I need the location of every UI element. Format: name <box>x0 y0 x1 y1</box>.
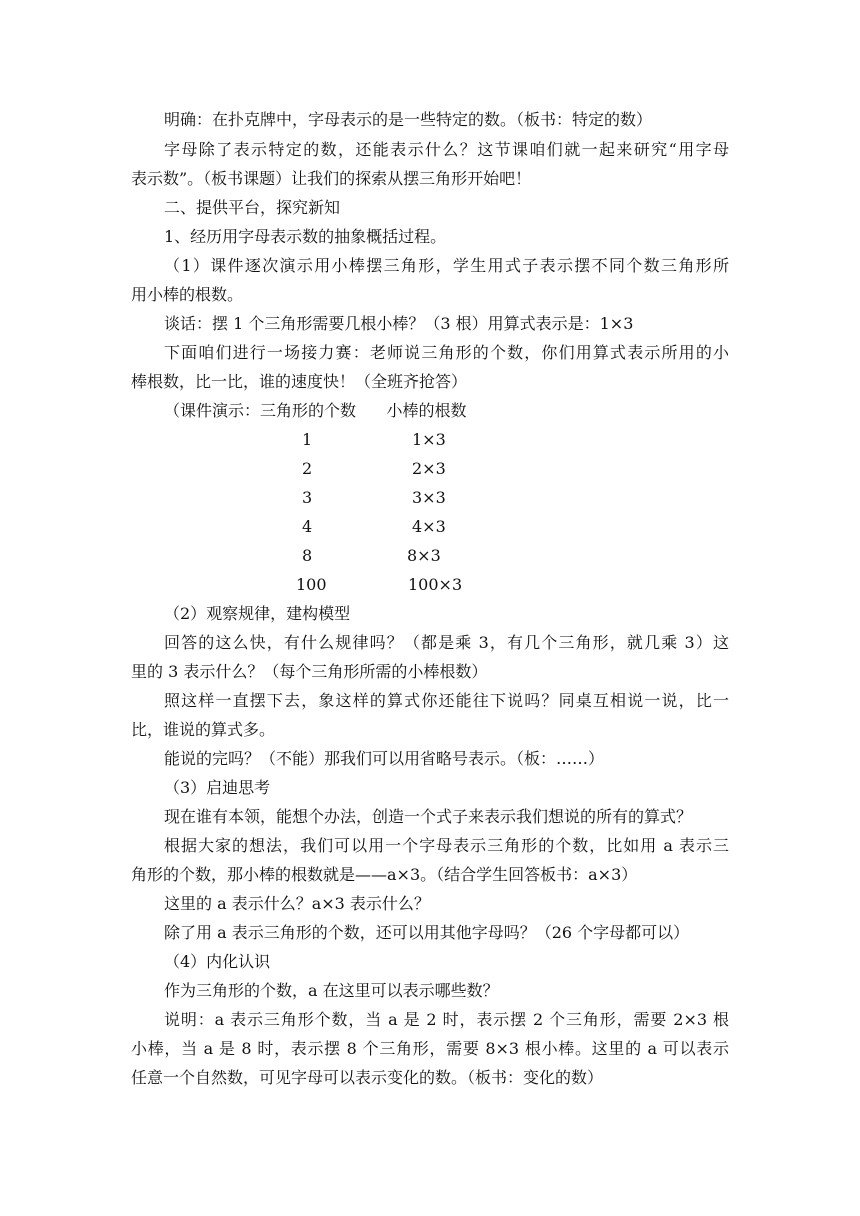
paragraph-text: 明确：在扑克牌中，字母表示的是一些特定的数。（板书：特定的数） <box>164 110 653 129</box>
subsection-heading: （4）内化认识 <box>164 952 271 971</box>
paragraph-text: 用小棒的根数。 <box>131 285 244 304</box>
table-cell-count: 1 <box>302 430 313 449</box>
paragraph-text: 说明：a 表示三角形个数，当 a 是 2 时，表示摆 2 个三角形，需要 2×3 根 <box>164 1010 729 1029</box>
paragraph-text: 作为三角形的个数，a 在这里可以表示哪些数？ <box>164 981 499 1000</box>
subsection-heading: 1、经历用字母表示数的抽象概括过程。 <box>164 227 447 246</box>
paragraph-text: 除了用 a 表示三角形的个数，还可以用其他字母吗？（26 个字母都可以） <box>164 923 690 942</box>
table-cell-sticks: 3×3 <box>412 488 446 507</box>
paragraph-text: 照这样一直摆下去，象这样的算式你还能往下说吗？同桌互相说一说，比一 <box>164 691 729 710</box>
paragraph-text: 比，谁说的算式多。 <box>131 720 276 739</box>
table-cell-count: 4 <box>302 517 313 536</box>
paragraph-text: 表示数”。（板书课题）让我们的探索从摆三角形开始吧！ <box>131 169 532 188</box>
table-cell-count: 8 <box>302 546 313 565</box>
table-cell-sticks: 4×3 <box>412 517 446 536</box>
paragraph-text: 回答的这么快，有什么规律吗？（都是乘 3，有几个三角形，就几乘 3）这 <box>164 633 729 652</box>
table-cell-count: 2 <box>302 459 313 478</box>
paragraph-text: 谈话：摆 1 个三角形需要几根小棒？（3 根）用算式表示是：1×3 <box>164 314 634 333</box>
paragraph-text: 字母除了表示特定的数，还能表示什么？这节课咱们就一起来研究“用字母 <box>164 140 729 159</box>
paragraph-text: 任意一个自然数，可见字母可以表示变化的数。（板书：变化的数） <box>131 1068 604 1087</box>
paragraph-text: 现在谁有本领，能想个办法，创造一个式子来表示我们想说的所有的算式？ <box>164 807 693 826</box>
subsection-heading: （3）启迪思考 <box>164 778 271 797</box>
table-cell-sticks: 1×3 <box>412 430 446 449</box>
subsection-heading: （2）观察规律，建构模型 <box>164 604 351 623</box>
paragraph-text: 角形的个数，那小棒的根数就是——a×3。（结合学生回答板书：a×3） <box>131 865 638 884</box>
table-cell-sticks: 8×3 <box>407 546 441 565</box>
paragraph-text: 根据大家的想法，我们可以用一个字母表示三角形的个数，比如用 a 表示三 <box>164 836 729 855</box>
paragraph-text: 里的 3 表示什么？（每个三角形所需的小棒根数） <box>131 662 488 681</box>
table-cell-count: 100 <box>296 575 327 594</box>
demo-table-header: （课件演示：三角形的个数 小棒的根数 <box>164 401 467 420</box>
paragraph-text: 小棒，当 a 是 8 时，表示摆 8 个三角形，需要 8×3 根小棒。这里的 a 可以表示 <box>131 1039 729 1058</box>
table-cell-count: 3 <box>302 488 313 507</box>
table-cell-sticks: 100×3 <box>408 575 463 594</box>
paragraph-text: 下面咱们进行一场接力赛：老师说三角形的个数，你们用算式表示所用的小 <box>164 343 729 362</box>
table-cell-sticks: 2×3 <box>412 459 446 478</box>
section-heading: 二、提供平台，探究新知 <box>164 198 341 217</box>
paragraph-text: 这里的 a 表示什么？a×3 表示什么？ <box>164 894 430 913</box>
paragraph-text: （1）课件逐次演示用小棒摆三角形，学生用式子表示摆不同个数三角形所 <box>164 256 729 275</box>
paragraph-text: 能说的完吗？（不能）那我们可以用省略号表示。（板：……） <box>164 749 605 768</box>
paragraph-text: 棒根数，比一比，谁的速度快！（全班齐抢答） <box>131 372 468 391</box>
